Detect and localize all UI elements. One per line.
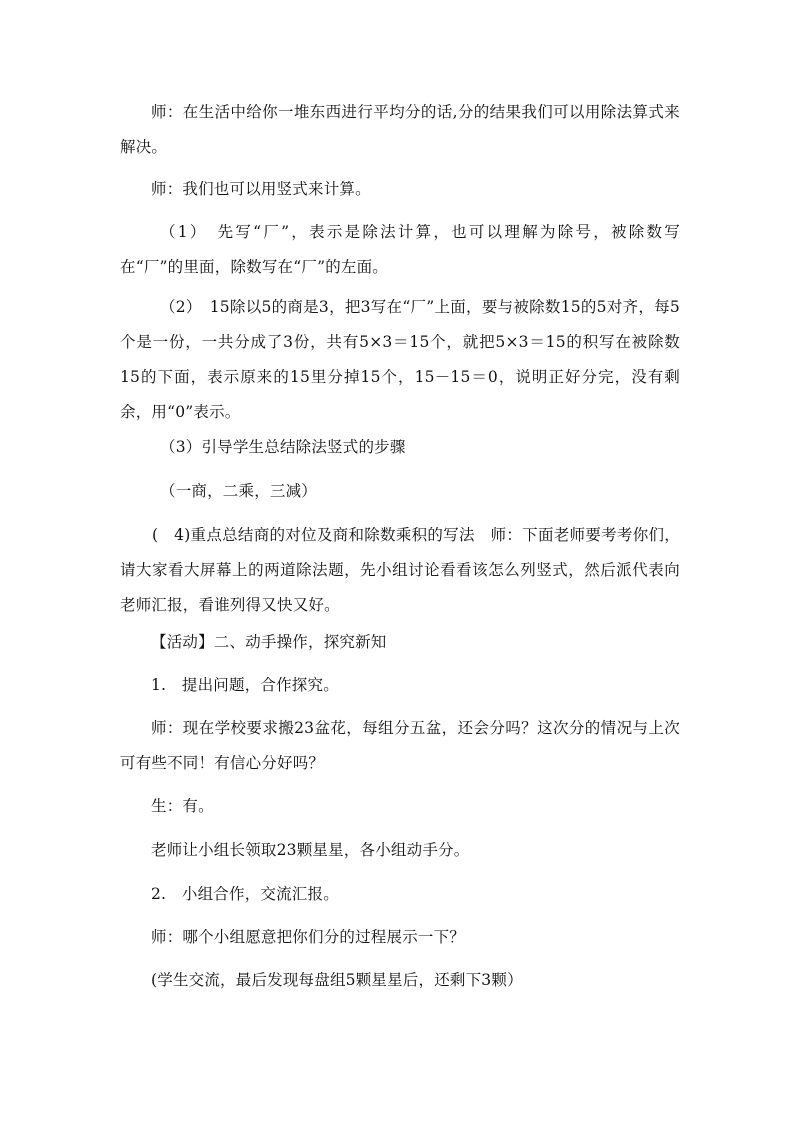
section-heading-activity: 【活动】二、动手操作，探究新知 bbox=[151, 633, 387, 651]
paragraph-step-2: （2） 15除以5的商是3，把3写在“厂”上面，要与被除数15的5对齐，每5个是一份，一共分成了3份，共有5×3＝15个，就把5×3＝15的积写在被除数15的下面，表示原来的15里分掉15个，15－15＝0，说明正好分完，没有剩余，用“0”表示。 bbox=[120, 298, 680, 421]
list-item-2: 2. 小组合作，交流汇报。 bbox=[151, 885, 339, 903]
paragraph-student-answer: 生：有。 bbox=[151, 797, 214, 815]
paragraph-teacher-action: 老师让小组长领取23颗星星，各小组动手分。 bbox=[151, 841, 470, 859]
paragraph-division-intro: 师：在生活中给你一堆东西进行平均分的话,分的结果我们可以用除法算式来解决。 bbox=[120, 103, 680, 156]
paragraph-flowers-question: 师：现在学校要求搬23盆花，每组分五盆，还会分吗？这次分的情况与上次可有些不同！有信心分好吗？ bbox=[120, 719, 680, 772]
paragraph-step-4: ( 4)重点总结商的对位及商和除数乘积的写法 师：下面老师要考考你们，请大家看大屏幕上的两道除法题，先小组讨论看看该怎么列竖式，然后派代表向老师汇报，看谁列得又快又好。 bbox=[120, 526, 680, 614]
paragraph-student-exchange: (学生交流，最后发现每盘组5颗星星后，还剩下3颗） bbox=[151, 971, 523, 989]
paragraph-step-3: （3）引导学生总结除法竖式的步骤 bbox=[160, 438, 406, 456]
paragraph-vertical-method: 师：我们也可以用竖式来计算。 bbox=[151, 180, 371, 198]
paragraph-steps-summary: （一商，二乘，三减） bbox=[160, 482, 318, 500]
list-item-1: 1. 提出问题，合作探究。 bbox=[151, 676, 339, 694]
paragraph-step-1: （1） 先写“厂”，表示是除法计算，也可以理解为除号，被除数写在“厂”的里面，除数写在“厂”的左面。 bbox=[120, 223, 680, 276]
paragraph-group-question: 师：哪个小组愿意把你们分的过程展示一下？ bbox=[151, 928, 466, 946]
